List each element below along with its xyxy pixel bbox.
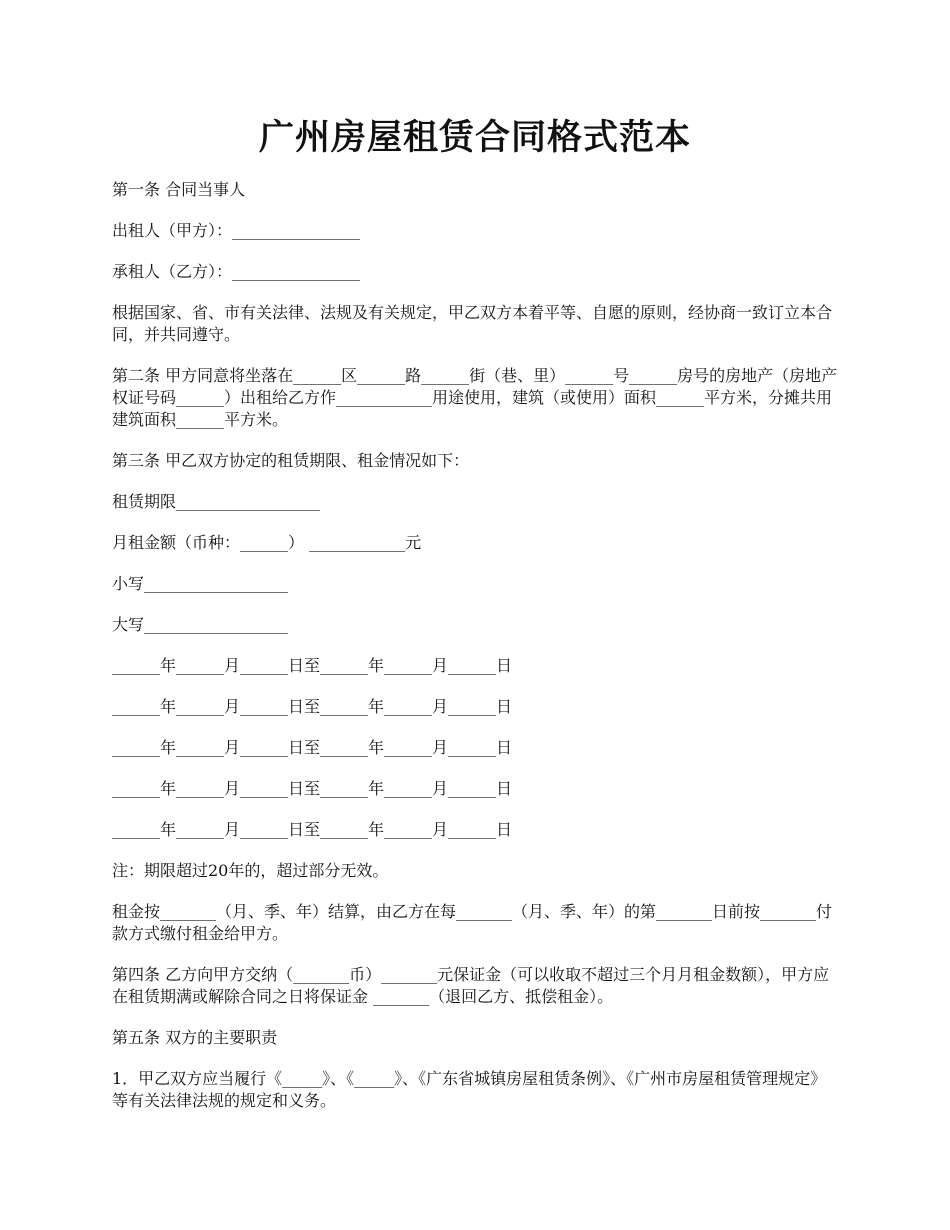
- rent-payment-paragraph: 租金按_______（月、季、年）结算，由乙方在每_______（月、季、年）的第_______日前按_______付款方式缴付租金给甲方。: [112, 902, 833, 943]
- monthly-rent-line: 月租金额（币种：______） ____________元: [112, 533, 422, 552]
- document-title: 广州房屋租赁合同格式范本: [258, 117, 691, 158]
- document-body: [112, 179, 840, 1131]
- article-2-paragraph: 第二条 甲方同意将坐落在______区______路______街（巷、里）______号______房号的房地产（房地产权证号码______）出租给乙方作____________用途使用，建筑（或使用）面积______平方米，分摊共用建筑面积______平方米。: [112, 366, 838, 429]
- lessee-line: 承租人（乙方）：________________: [112, 262, 361, 281]
- date-range-line: ______年______月______日至______年______月______日: [112, 738, 513, 757]
- preamble-paragraph: 根据国家、省、市有关法律、法规及有关规定，甲乙双方本着平等、自愿的原则，经协商一致订立本合同，并共同遵守。: [112, 303, 833, 344]
- amount-lowercase-line: 小写__________________: [112, 574, 289, 593]
- lease-term-line: 租赁期限__________________: [112, 492, 321, 511]
- amount-uppercase-line: 大写__________________: [112, 615, 289, 634]
- article-4-paragraph: 第四条 乙方向甲方交纳（_______币）_______元保证金（可以收取不超过三个月月租金数额），甲方应在租赁期满或解除合同之日将保证金 _______（退回乙方、抵偿租金）。: [112, 965, 830, 1006]
- article-3-heading: 第三条 甲乙双方协定的租赁期限、租金情况如下：: [112, 451, 470, 470]
- lessor-line: 出租人（甲方）：________________: [112, 221, 361, 240]
- date-range-line: ______年______月______日至______年______月______日: [112, 697, 513, 716]
- term-limit-note: 注：期限超过20年的，超过部分无效。: [112, 861, 389, 880]
- date-range-line: ______年______月______日至______年______月______日: [112, 656, 513, 675]
- article-5-item-1: 1．甲乙双方应当履行《_____》、《_____》、《广东省城镇房屋租赁条例》、《广州市房屋租赁管理规定》等有关法律法规的规定和义务。: [112, 1069, 827, 1110]
- date-range-line: ______年______月______日至______年______月______日: [112, 779, 513, 798]
- article-5-heading: 第五条 双方的主要职责: [112, 1028, 278, 1047]
- article-1-heading: 第一条 合同当事人: [112, 180, 246, 199]
- date-range-line: ______年______月______日至______年______月______日: [112, 820, 513, 839]
